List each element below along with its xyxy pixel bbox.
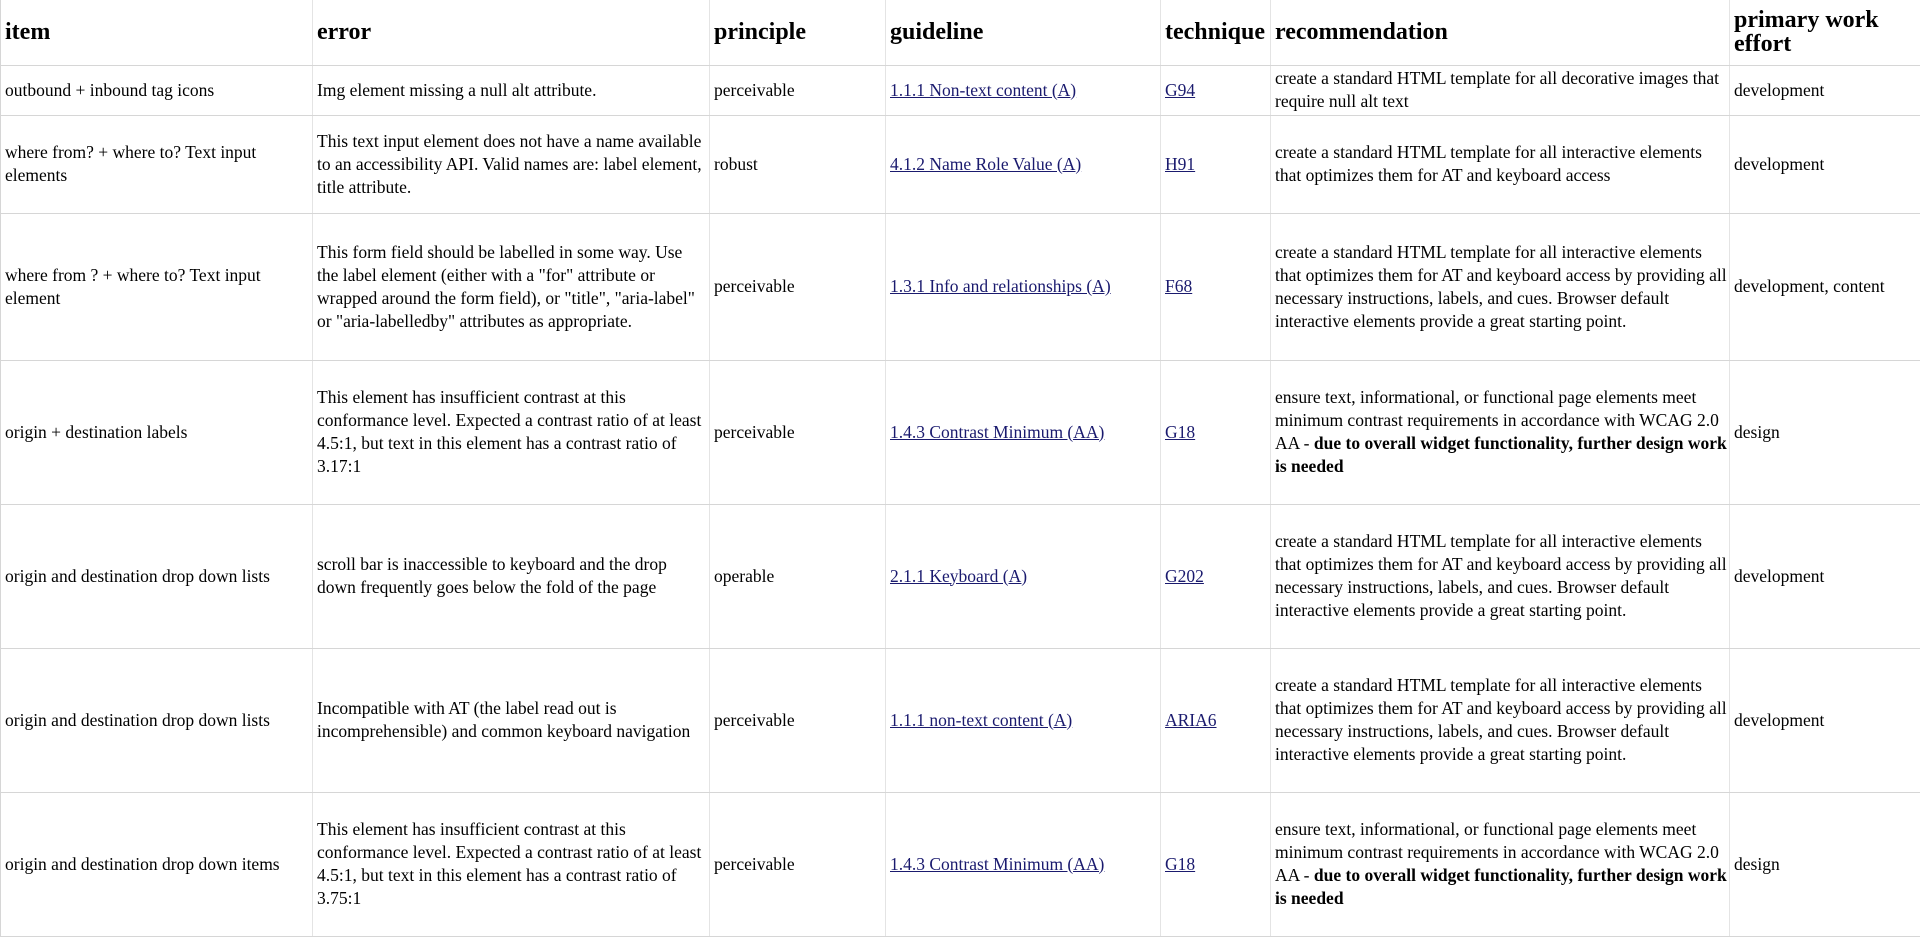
guideline-link[interactable]: 2.1.1 Keyboard (A) xyxy=(890,566,1027,586)
cell-guideline xyxy=(886,648,1161,792)
cell-effort: development xyxy=(1730,65,1920,115)
cell-effort: design xyxy=(1730,792,1920,936)
technique-link[interactable]: G18 xyxy=(1165,854,1195,874)
recommendation-note: due to overall widget functionality, further design work is needed xyxy=(1275,433,1727,476)
cell-error: This form field should be labelled in some way. Use the label element (either with a "for" attribute or wrapped around the form field), or "title", "aria-label" or "aria-labelledby" attributes as appropriate. xyxy=(313,213,710,360)
header-technique: technique xyxy=(1161,0,1271,65)
guideline-link[interactable]: 1.1.1 Non-text content (A) xyxy=(890,80,1076,100)
cell-error: Img element missing a null alt attribute. xyxy=(313,65,710,115)
header-recommendation: recommendation xyxy=(1271,0,1730,65)
cell-principle: perceivable xyxy=(710,360,886,504)
recommendation-text: create a standard HTML template for all interactive elements that optimizes them for AT and keyboard access xyxy=(1275,142,1702,185)
cell-guideline xyxy=(886,504,1161,648)
guideline-link[interactable]: 1.1.1 non-text content (A) xyxy=(890,710,1072,730)
technique-link[interactable]: G94 xyxy=(1165,80,1195,100)
header-primary-work-effort: primary work effort xyxy=(1730,0,1920,65)
cell-item: origin + destination labels xyxy=(1,360,313,504)
recommendation-text: ensure text, informational, or functional page elements meet minimum contrast requirements in accordance with WCAG 2.0 AA - xyxy=(1275,819,1719,885)
header-row xyxy=(1,0,1920,65)
cell-recommendation xyxy=(1271,115,1730,213)
cell-item: outbound + inbound tag icons xyxy=(1,65,313,115)
cell-principle: perceivable xyxy=(710,648,886,792)
table-row xyxy=(1,504,1920,648)
cell-item: where from ? + where to? Text input element xyxy=(1,213,313,360)
technique-link[interactable]: ARIA6 xyxy=(1165,710,1217,730)
table-row xyxy=(1,115,1920,213)
recommendation-text: create a standard HTML template for all interactive elements that optimizes them for AT and keyboard access by providing all necessary instructions, labels, and cues. Browser default interactive elements provide a great starting point. xyxy=(1275,675,1727,764)
cell-recommendation xyxy=(1271,213,1730,360)
cell-error: This text input element does not have a name available to an accessibility API. Valid names are: label element, title attribute. xyxy=(313,115,710,213)
cell-item: origin and destination drop down lists xyxy=(1,504,313,648)
cell-effort: development xyxy=(1730,648,1920,792)
table-row xyxy=(1,65,1920,115)
cell-guideline xyxy=(886,213,1161,360)
cell-principle: robust xyxy=(710,115,886,213)
table-row xyxy=(1,792,1920,936)
cell-recommendation xyxy=(1271,648,1730,792)
cell-guideline xyxy=(886,360,1161,504)
cell-recommendation xyxy=(1271,792,1730,936)
cell-technique xyxy=(1161,792,1271,936)
guideline-link[interactable]: 1.4.3 Contrast Minimum (AA) xyxy=(890,422,1104,442)
cell-principle: perceivable xyxy=(710,65,886,115)
cell-item: origin and destination drop down items xyxy=(1,792,313,936)
cell-effort: development xyxy=(1730,504,1920,648)
technique-link[interactable]: G18 xyxy=(1165,422,1195,442)
cell-technique xyxy=(1161,65,1271,115)
recommendation-text: create a standard HTML template for all interactive elements that optimizes them for AT and keyboard access by providing all necessary instructions, labels, and cues. Browser default interactive elements provide a great starting point. xyxy=(1275,242,1727,331)
header-guideline: guideline xyxy=(886,0,1161,65)
header-principle: principle xyxy=(710,0,886,65)
cell-effort: development xyxy=(1730,115,1920,213)
cell-principle: perceivable xyxy=(710,213,886,360)
technique-link[interactable]: G202 xyxy=(1165,566,1204,586)
cell-technique xyxy=(1161,504,1271,648)
recommendation-text: create a standard HTML template for all interactive elements that optimizes them for AT and keyboard access by providing all necessary instructions, labels, and cues. Browser default interactive elements provide a great starting point. xyxy=(1275,531,1727,620)
cell-error: scroll bar is inaccessible to keyboard and the drop down frequently goes below the fold of the page xyxy=(313,504,710,648)
recommendation-note: due to overall widget functionality, further design work is needed xyxy=(1275,865,1727,908)
cell-recommendation xyxy=(1271,360,1730,504)
technique-link[interactable]: F68 xyxy=(1165,276,1192,296)
cell-effort: development, content xyxy=(1730,213,1920,360)
cell-technique xyxy=(1161,360,1271,504)
guideline-link[interactable]: 1.4.3 Contrast Minimum (AA) xyxy=(890,854,1104,874)
cell-guideline xyxy=(886,115,1161,213)
cell-principle: operable xyxy=(710,504,886,648)
cell-recommendation xyxy=(1271,504,1730,648)
cell-error: This element has insufficient contrast at this conformance level. Expected a contrast ratio of at least 4.5:1, but text in this element has a contrast ratio of 3.17:1 xyxy=(313,360,710,504)
header-item: item xyxy=(1,0,313,65)
cell-guideline xyxy=(886,65,1161,115)
technique-link[interactable]: H91 xyxy=(1165,154,1195,174)
cell-item: origin and destination drop down lists xyxy=(1,648,313,792)
cell-technique xyxy=(1161,648,1271,792)
guideline-link[interactable]: 4.1.2 Name Role Value (A) xyxy=(890,154,1081,174)
cell-effort: design xyxy=(1730,360,1920,504)
guideline-link[interactable]: 1.3.1 Info and relationships (A) xyxy=(890,276,1111,296)
table-row xyxy=(1,648,1920,792)
table-row xyxy=(1,213,1920,360)
header-error: error xyxy=(313,0,710,65)
table-row xyxy=(1,360,1920,504)
cell-guideline xyxy=(886,792,1161,936)
cell-principle: perceivable xyxy=(710,792,886,936)
cell-error: Incompatible with AT (the label read out is incomprehensible) and common keyboard navigation xyxy=(313,648,710,792)
cell-item: where from? + where to? Text input elements xyxy=(1,115,313,213)
recommendation-text: ensure text, informational, or functional page elements meet minimum contrast requirements in accordance with WCAG 2.0 AA - xyxy=(1275,387,1719,453)
cell-technique xyxy=(1161,115,1271,213)
recommendation-text: create a standard HTML template for all decorative images that require null alt text xyxy=(1275,68,1719,111)
cell-error: This element has insufficient contrast at this conformance level. Expected a contrast ratio of at least 4.5:1, but text in this element has a contrast ratio of 3.75:1 xyxy=(313,792,710,936)
cell-recommendation xyxy=(1271,65,1730,115)
cell-technique xyxy=(1161,213,1271,360)
